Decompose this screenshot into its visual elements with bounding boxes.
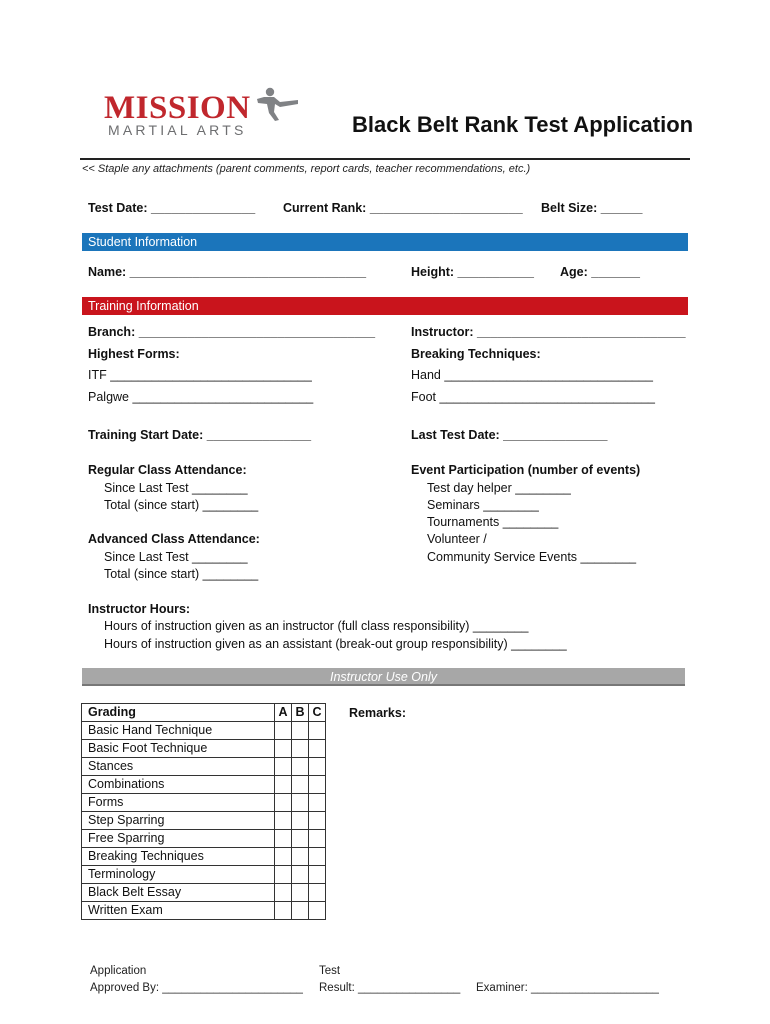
palgwe-field[interactable]: Palgwe __________________________ bbox=[88, 390, 314, 404]
grade-cell-c[interactable] bbox=[309, 740, 326, 758]
logo-mission-text: MISSION bbox=[104, 90, 251, 126]
grade-cell-a[interactable] bbox=[275, 902, 292, 920]
event-seminars-field[interactable]: Seminars ________ bbox=[427, 498, 539, 512]
event-participation-label: Event Participation (number of events) bbox=[411, 463, 641, 477]
grade-cell-c[interactable] bbox=[309, 866, 326, 884]
grade-cell-b[interactable] bbox=[292, 740, 309, 758]
grade-cell-a[interactable] bbox=[275, 848, 292, 866]
document-title: Black Belt Rank Test Application bbox=[352, 112, 694, 137]
grading-skill-label: Free Sparring bbox=[82, 830, 275, 848]
grade-cell-b[interactable] bbox=[292, 848, 309, 866]
martial-artist-kick-icon bbox=[250, 86, 300, 122]
training-info-header: Training Information bbox=[82, 297, 688, 315]
instructor-use-header: Instructor Use Only bbox=[82, 668, 685, 686]
instructor-field[interactable]: Instructor: ______________________________ bbox=[411, 325, 686, 339]
grading-skill-label: Stances bbox=[82, 758, 275, 776]
grading-skill-label: Breaking Techniques bbox=[82, 848, 275, 866]
grade-cell-b[interactable] bbox=[292, 776, 309, 794]
grading-skill-label: Basic Foot Technique bbox=[82, 740, 275, 758]
current-rank-field[interactable]: Current Rank: ______________________ bbox=[283, 201, 523, 215]
branch-field[interactable]: Branch: __________________________________ bbox=[88, 325, 376, 339]
student-info-header: Student Information bbox=[82, 233, 688, 251]
title-divider bbox=[80, 158, 690, 160]
hand-field[interactable]: Hand ______________________________ bbox=[411, 368, 653, 382]
remarks-label: Remarks: bbox=[349, 706, 406, 720]
grade-cell-c[interactable] bbox=[309, 812, 326, 830]
grading-header: Grading bbox=[82, 704, 275, 722]
event-volunteer-label: Volunteer / bbox=[427, 532, 487, 546]
event-community-service-field[interactable]: Community Service Events ________ bbox=[427, 550, 637, 564]
height-field[interactable]: Height: ___________ bbox=[411, 265, 534, 279]
grading-table bbox=[81, 703, 326, 920]
grading-row bbox=[82, 722, 326, 740]
grade-cell-b[interactable] bbox=[292, 866, 309, 884]
advanced-total-field[interactable]: Total (since start) ________ bbox=[104, 567, 259, 581]
grade-cell-a[interactable] bbox=[275, 776, 292, 794]
examiner-field[interactable]: Examiner: ____________________ bbox=[476, 982, 659, 994]
test-result-field[interactable]: Result: ________________ bbox=[319, 982, 461, 994]
grade-cell-c[interactable] bbox=[309, 722, 326, 740]
grade-cell-b[interactable] bbox=[292, 884, 309, 902]
grade-cell-a[interactable] bbox=[275, 722, 292, 740]
grading-skill-label: Step Sparring bbox=[82, 812, 275, 830]
grading-row bbox=[82, 848, 326, 866]
instructor-hours-label: Instructor Hours: bbox=[88, 602, 191, 616]
instructor-hours-full-class-field[interactable]: Hours of instruction given as an instructor (full class responsibility) ________ bbox=[104, 619, 529, 633]
belt-size-field[interactable]: Belt Size: ______ bbox=[541, 201, 643, 215]
name-field[interactable]: Name: __________________________________ bbox=[88, 265, 367, 279]
grading-row bbox=[82, 812, 326, 830]
grade-cell-a[interactable] bbox=[275, 812, 292, 830]
advanced-attendance-label: Advanced Class Attendance: bbox=[88, 532, 260, 546]
regular-total-field[interactable]: Total (since start) ________ bbox=[104, 498, 259, 512]
approved-by-field[interactable]: Approved By: ______________________ bbox=[90, 982, 303, 994]
training-start-date-field[interactable]: Training Start Date: _______________ bbox=[88, 428, 312, 442]
grade-cell-a[interactable] bbox=[275, 740, 292, 758]
grade-cell-c[interactable] bbox=[309, 884, 326, 902]
foot-field[interactable]: Foot _______________________________ bbox=[411, 390, 655, 404]
grading-row bbox=[82, 866, 326, 884]
grading-row bbox=[82, 830, 326, 848]
grade-cell-a[interactable] bbox=[275, 830, 292, 848]
logo-martial-arts-text: MARTIAL ARTS bbox=[108, 122, 247, 138]
application-label: Application bbox=[90, 965, 147, 977]
highest-forms-label: Highest Forms: bbox=[88, 347, 180, 361]
grade-cell-c[interactable] bbox=[309, 794, 326, 812]
grading-skill-label: Terminology bbox=[82, 866, 275, 884]
event-tournaments-field[interactable]: Tournaments ________ bbox=[427, 515, 559, 529]
grade-cell-c[interactable] bbox=[309, 848, 326, 866]
grade-col-a: A bbox=[275, 704, 292, 722]
grading-skill-label: Combinations bbox=[82, 776, 275, 794]
regular-attendance-label: Regular Class Attendance: bbox=[88, 463, 247, 477]
grading-row bbox=[82, 902, 326, 920]
breaking-techniques-label: Breaking Techniques: bbox=[411, 347, 541, 361]
age-field[interactable]: Age: _______ bbox=[560, 265, 640, 279]
grading-row bbox=[82, 740, 326, 758]
grade-cell-a[interactable] bbox=[275, 866, 292, 884]
staple-note: << Staple any attachments (parent comments, report cards, teacher recommendations, etc.) bbox=[82, 163, 531, 175]
grade-cell-b[interactable] bbox=[292, 794, 309, 812]
regular-since-last-test-field[interactable]: Since Last Test ________ bbox=[104, 481, 248, 495]
grade-col-b: B bbox=[292, 704, 309, 722]
grade-cell-b[interactable] bbox=[292, 812, 309, 830]
grading-row bbox=[82, 758, 326, 776]
grading-skill-label: Written Exam bbox=[82, 902, 275, 920]
grade-cell-b[interactable] bbox=[292, 758, 309, 776]
last-test-date-field[interactable]: Last Test Date: _______________ bbox=[411, 428, 608, 442]
grade-cell-b[interactable] bbox=[292, 722, 309, 740]
grading-skill-label: Black Belt Essay bbox=[82, 884, 275, 902]
grade-cell-c[interactable] bbox=[309, 902, 326, 920]
itf-field[interactable]: ITF _____________________________ bbox=[88, 368, 312, 382]
grade-cell-a[interactable] bbox=[275, 758, 292, 776]
grading-skill-label: Forms bbox=[82, 794, 275, 812]
grade-cell-c[interactable] bbox=[309, 776, 326, 794]
grade-cell-c[interactable] bbox=[309, 830, 326, 848]
test-label: Test bbox=[319, 965, 341, 977]
instructor-hours-assistant-field[interactable]: Hours of instruction given as an assistant (break-out group responsibility) ________ bbox=[104, 637, 567, 651]
test-date-field[interactable]: Test Date: _______________ bbox=[88, 201, 256, 215]
grade-cell-a[interactable] bbox=[275, 884, 292, 902]
grade-cell-b[interactable] bbox=[292, 902, 309, 920]
grade-cell-b[interactable] bbox=[292, 830, 309, 848]
grading-row bbox=[82, 884, 326, 902]
grading-skill-label: Basic Hand Technique bbox=[82, 722, 275, 740]
event-test-day-helper-field[interactable]: Test day helper ________ bbox=[427, 481, 571, 495]
grade-cell-a[interactable] bbox=[275, 794, 292, 812]
grading-header-row bbox=[82, 704, 326, 722]
advanced-since-last-test-field[interactable]: Since Last Test ________ bbox=[104, 550, 248, 564]
grading-row bbox=[82, 776, 326, 794]
grade-col-c: C bbox=[309, 704, 326, 722]
grade-cell-c[interactable] bbox=[309, 758, 326, 776]
grading-row bbox=[82, 794, 326, 812]
